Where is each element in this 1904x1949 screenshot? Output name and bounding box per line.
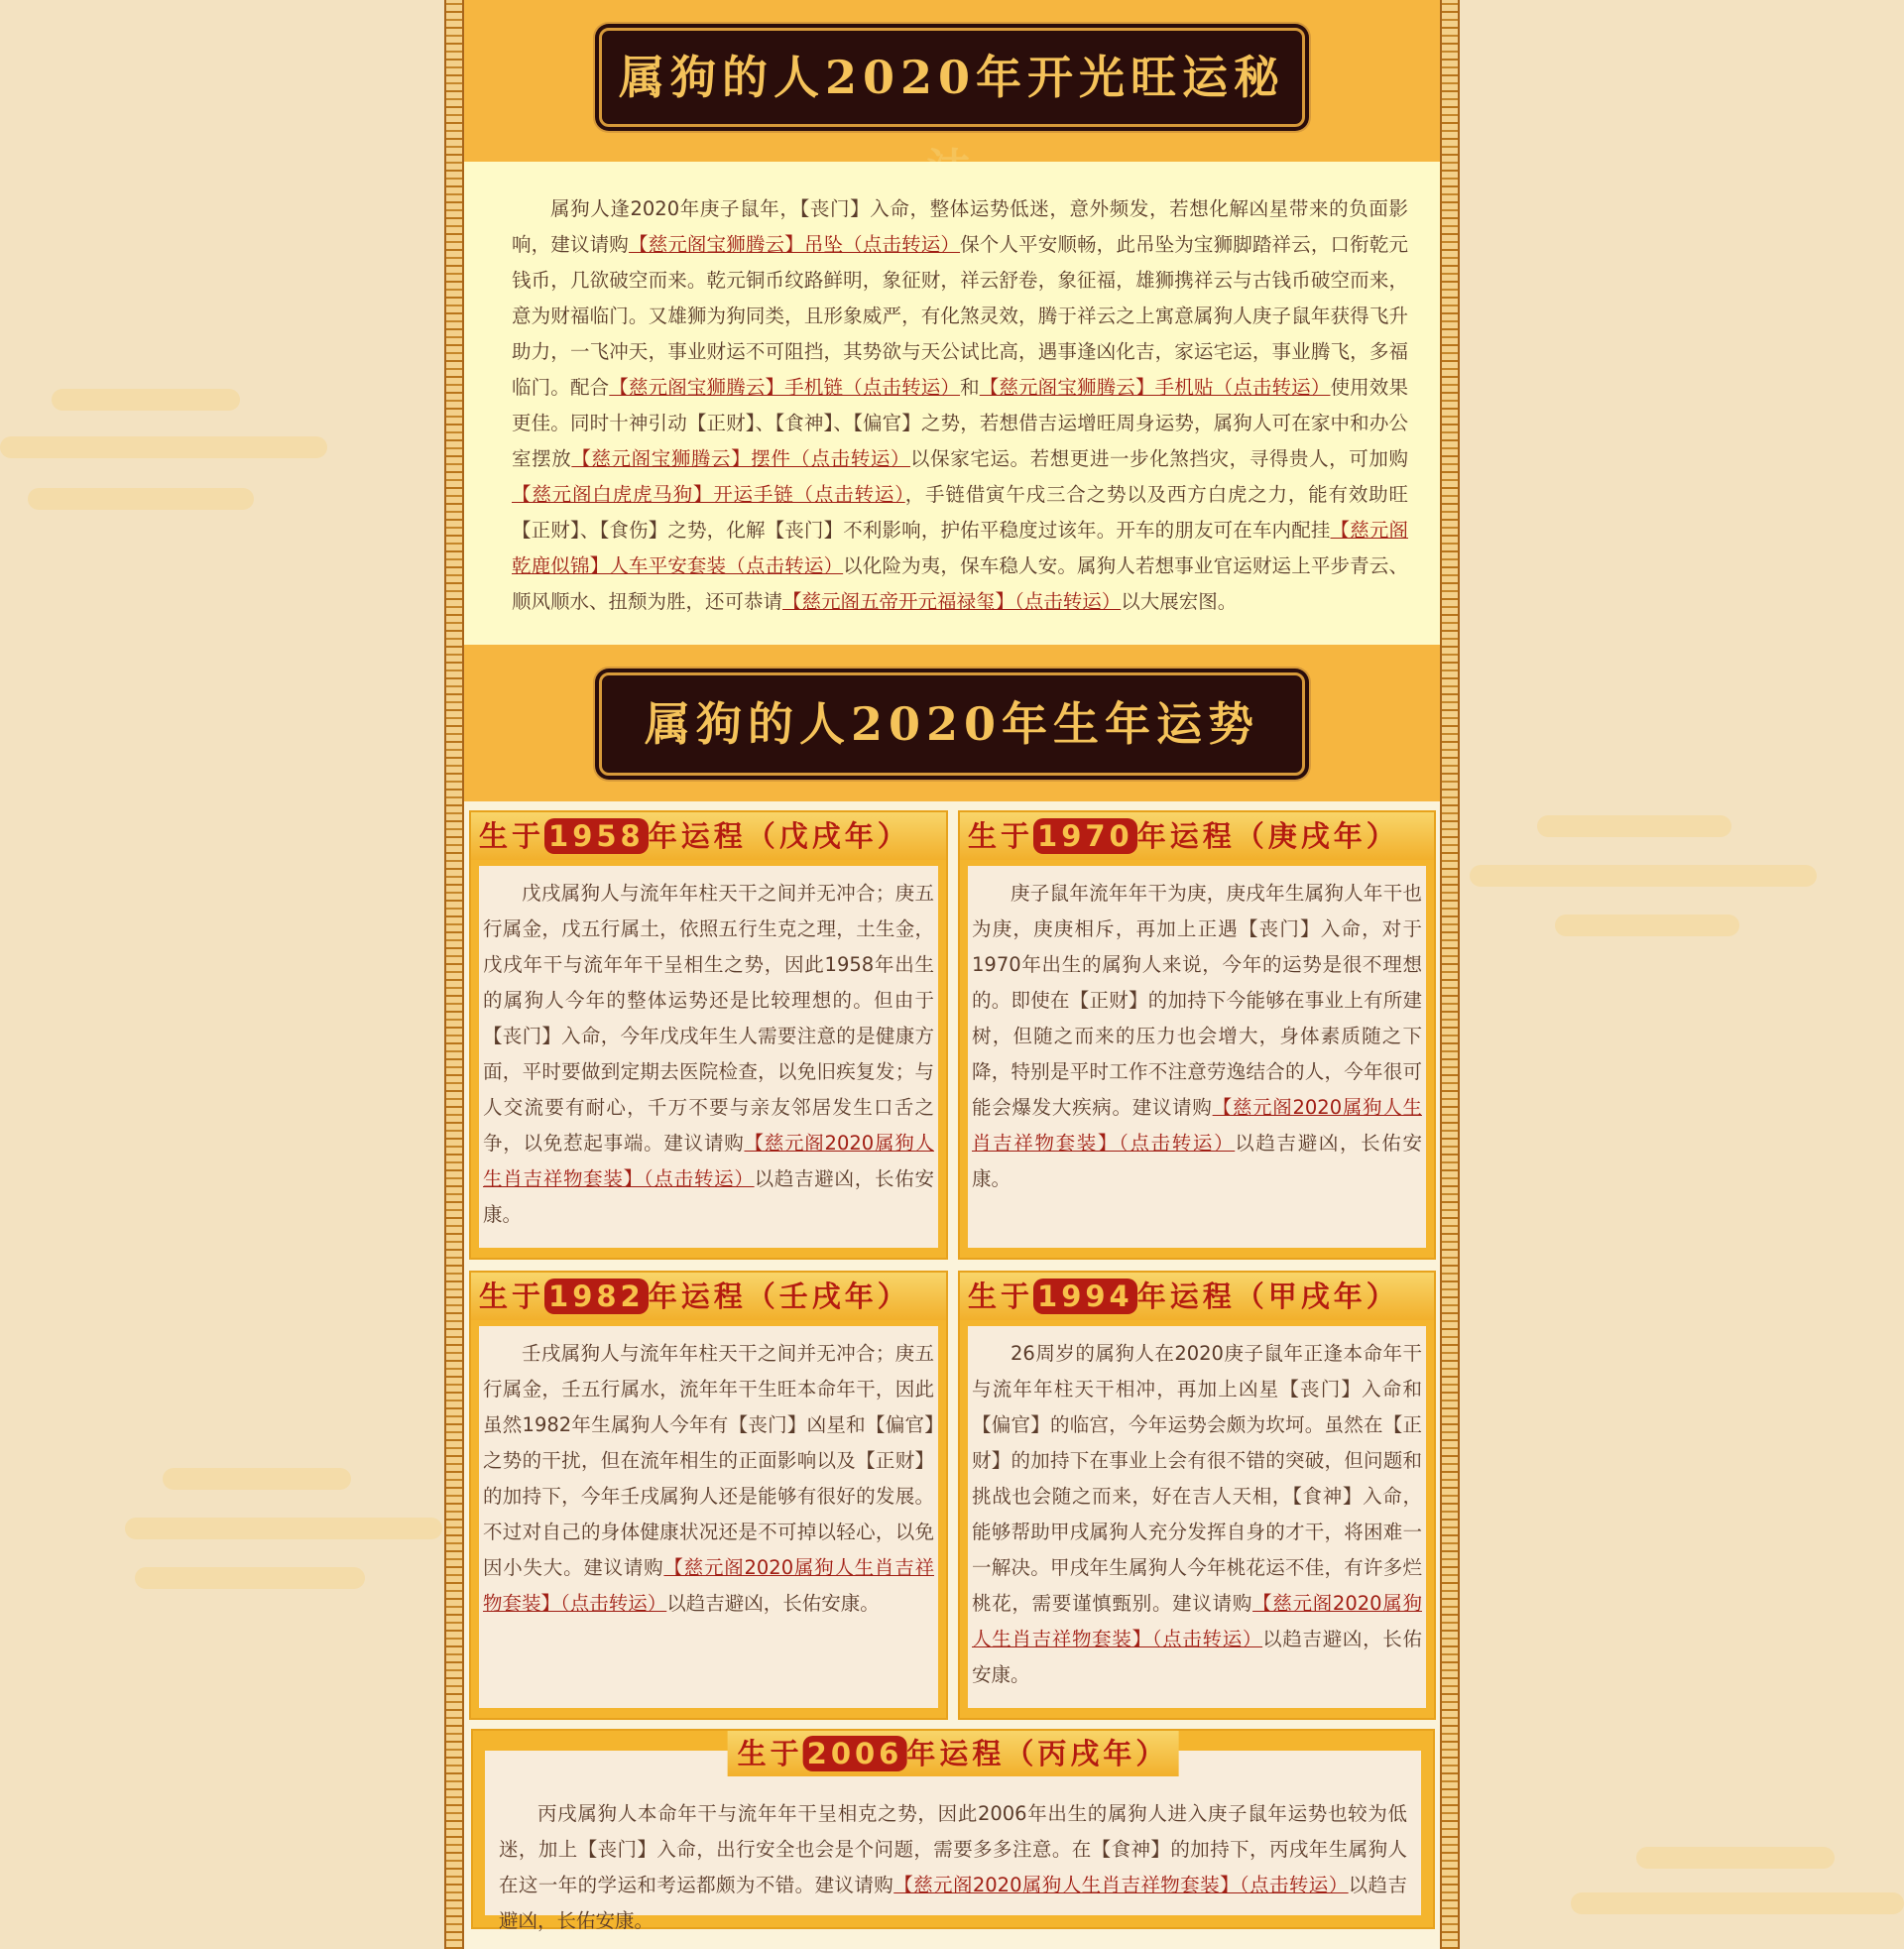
cloud-decoration (135, 1567, 365, 1589)
cloud-decoration (1555, 914, 1739, 936)
cloud-decoration (28, 488, 254, 510)
heading-text: 年运程（壬戌年） (648, 1279, 910, 1313)
product-link-phone-sticker[interactable]: 【慈元阁宝狮腾云】手机贴（点击转运） (979, 376, 1331, 399)
heading-text: 年运程（庚戌年） (1136, 819, 1399, 853)
product-link-mascot-set[interactable]: 【慈元阁2020属狗人生肖吉祥物套装】（点击转运） (972, 1592, 1422, 1650)
text: 以趋吉避凶，长佑安康。 (666, 1592, 880, 1615)
heading-text: 生于 (737, 1737, 803, 1770)
heading-text: 生于 (479, 1279, 545, 1313)
year-badge: 1982 (544, 1279, 649, 1314)
cloud-decoration (1537, 815, 1731, 837)
text: 以趋吉避凶，长佑安康。 (972, 1132, 1422, 1190)
text: 壬戌属狗人与流年年柱天干之间并无冲合；庚五行属金，壬五行属水，流年年干生旺本命年干，因此虽然1982年生属狗人今年有【丧门】凶星和【偏官】之势的干扰，但在流年相生的正面影响以及【正财】的加持下，今年壬戌属狗人还是能够有很好的发展。不过对自己的身体健康状况还是不可掉以轻心，以免因小失大。建议请购 (483, 1342, 934, 1579)
heading-text: 年运程（甲戌年） (1136, 1279, 1399, 1313)
fortune-card-1970 (958, 810, 1436, 1260)
cloud-decoration (1470, 865, 1817, 887)
heading-text: 生于 (968, 1279, 1034, 1313)
product-link-mascot-set[interactable]: 【慈元阁2020属狗人生肖吉祥物套装】（点击转运） (483, 1132, 934, 1190)
heading-text: 生于 (968, 819, 1034, 853)
product-link-car-set[interactable]: 【慈元阁乾鹿似锦】人车平安套装（点击转运） (512, 519, 1408, 577)
card-paragraph (972, 876, 1422, 1197)
product-link-phone-chain[interactable]: 【慈元阁宝狮腾云】手机链（点击转运） (609, 376, 961, 399)
text: 以保家宅运。若想更进一步化煞挡灾，寻得贵人，可加购 (910, 447, 1408, 470)
card-body (479, 1326, 938, 1708)
cloud-decoration (52, 389, 240, 411)
section-title: 属狗的人2020年生年运势 (644, 697, 1260, 751)
card-paragraph (499, 1796, 1407, 1939)
text: 26周岁的属狗人在2020庚子鼠年正逢本命年干与流年年柱天干相冲，再加上凶星【丧门】入命和【偏官】的临宫，今年运势会颇为坎坷。虽然在【正财】的加持下在事业上会有很不错的突破，但问题和挑战也会随之而来，好在吉人天相，【食神】入命，能够帮助甲戌属狗人充分发挥自身的才干，将困难一一解决。甲戌年生属狗人今年桃花运不佳，有许多烂桃花，需要谨慎甄别。建议请购 (972, 1342, 1422, 1615)
cloud-decoration (0, 436, 327, 458)
text: 以化险为夷，保车稳人安。属狗人若想事业官运财运上平步青云、顺风顺水、扭颓为胜，还可恭请 (512, 554, 1408, 613)
text: 使用效果更佳。同时十神引动【正财】、【食神】、【偏官】之势，若想借吉运增旺周身运势，属狗人可在家中和办公室摆放 (512, 376, 1408, 470)
product-link-mascot-set[interactable]: 【慈元阁2020属狗人生肖吉祥物套装】（点击转运） (972, 1096, 1422, 1155)
section-title: 属狗的人2020年开光旺运秘 (618, 51, 1286, 104)
fortune-card-1982 (469, 1271, 948, 1720)
cloud-decoration (1571, 1892, 1904, 1914)
product-link-ornament[interactable]: 【慈元阁宝狮腾云】摆件（点击转运） (571, 447, 911, 470)
card-heading (471, 1273, 946, 1320)
card-body (479, 866, 938, 1248)
heading-text: 生于 (479, 819, 545, 853)
product-link-bracelet[interactable]: 【慈元阁白虎虎马狗】开运手链（点击转运） (512, 483, 905, 506)
ornamental-border-left (444, 0, 464, 1949)
card-heading (960, 812, 1434, 860)
cloud-decoration (1636, 1847, 1835, 1869)
year-badge: 2006 (803, 1736, 907, 1771)
text: 以趋吉避凶，长佑安康。 (499, 1874, 1407, 1932)
ornamental-border-right (1440, 0, 1460, 1949)
heading-text: 年运程（丙戌年） (906, 1737, 1169, 1770)
text: 戊戌属狗人与流年年柱天干之间并无冲合；庚五行属金，戊五行属土，依照五行生克之理，土生金，戊戌年干与流年年干呈相生之势，因此1958年出生的属狗人今年的整体运势还是比较理想的。但由于【丧门】入命，今年戊戌年生人需要注意的是健康方面，平时要做到定期去医院检查，以免旧疾复发；与人交流要有耐心，千万不要与亲友邻居发生口舌之争，以免惹起事端。建议请购 (483, 882, 934, 1155)
text: 以趋吉避凶，长佑安康。 (483, 1167, 934, 1226)
product-link-seal[interactable]: 【慈元阁五帝开元福禄玺】（点击转运） (782, 590, 1122, 613)
section-title-banner (599, 672, 1305, 776)
card-heading (728, 1731, 1179, 1776)
card-paragraph (972, 1336, 1422, 1693)
intro-paragraph (512, 191, 1408, 620)
text: 和 (960, 376, 980, 399)
card-heading (960, 1273, 1434, 1320)
card-paragraph (483, 1336, 934, 1622)
text: 庚子鼠年流年年干为庚，庚戌年生属狗人年干也为庚，庚庚相斥，再加上正遇【丧门】入命，对于1970年出生的属狗人来说，今年的运势是很不理想的。即使在【正财】的加持下今能够在事业上有所建树，但随之而来的压力也会增大，身体素质随之下降，特别是平时工作不注意劳逸结合的人，今年很可能会爆发大疾病。建议请购 (972, 882, 1422, 1119)
text: 属狗人逢2020年庚子鼠年，【丧门】入命，整体运势低迷，意外频发，若想化解凶星带来的负面影响，建议请购 (512, 197, 1408, 256)
product-link-mascot-set[interactable]: 【慈元阁2020属狗人生肖吉祥物套装】（点击转运） (483, 1556, 934, 1615)
card-body (968, 866, 1426, 1248)
text: 保个人平安顺畅，此吊坠为宝狮脚踏祥云，口衔乾元钱币，几欲破空而来。乾元铜币纹路鲜明，象征财，祥云舒卷，象征福，雄狮携祥云与古钱币破空而来，意为财福临门。又雄狮为狗同类，且形象威严，有化煞灵效，腾于祥云之上寓意属狗人庚子鼠年获得飞升助力，一飞冲天，事业财运不可阻挡，其势欲与天公试比高，遇事逢凶化吉，家运宅运，事业腾飞，多福临门。配合 (512, 233, 1408, 399)
text: 丙戌属狗人本命年干与流年年干呈相克之势，因此2006年出生的属狗人进入庚子鼠年运势也较为低迷，加上【丧门】入命，出行安全也会是个问题，需要多多注意。在【食神】的加持下，丙戌年生属狗人在这一年的学运和考运都颇为不错。建议请购 (499, 1802, 1407, 1896)
year-badge: 1958 (544, 818, 649, 854)
year-badge: 1970 (1033, 818, 1137, 854)
cloud-decoration (125, 1518, 442, 1539)
product-link-mascot-set[interactable]: 【慈元阁2020属狗人生肖吉祥物套装】（点击转运） (893, 1874, 1349, 1896)
heading-text: 年运程（戊戌年） (648, 819, 910, 853)
fortune-card-1994 (958, 1271, 1436, 1720)
text: 以大展宏图。 (1121, 590, 1238, 613)
card-body (968, 1326, 1426, 1708)
cloud-decoration (163, 1468, 351, 1490)
fortune-card-1958 (469, 810, 948, 1260)
fortune-card-2006 (471, 1729, 1435, 1932)
section-title-banner (599, 28, 1305, 127)
text: 以趋吉避凶，长佑安康。 (972, 1628, 1422, 1686)
text: ，手链借寅午戌三合之势以及西方白虎之力，能有效助旺【正财】、【食伤】之势，化解【丧门】不利影响，护佑平稳度过该年。开车的朋友可在车内配挂 (512, 483, 1408, 542)
card-paragraph (483, 876, 934, 1233)
card-heading (471, 812, 946, 860)
intro-panel (464, 162, 1440, 645)
product-link-pendant[interactable]: 【慈元阁宝狮腾云】吊坠（点击转运） (628, 233, 961, 256)
year-badge: 1994 (1033, 1279, 1137, 1314)
